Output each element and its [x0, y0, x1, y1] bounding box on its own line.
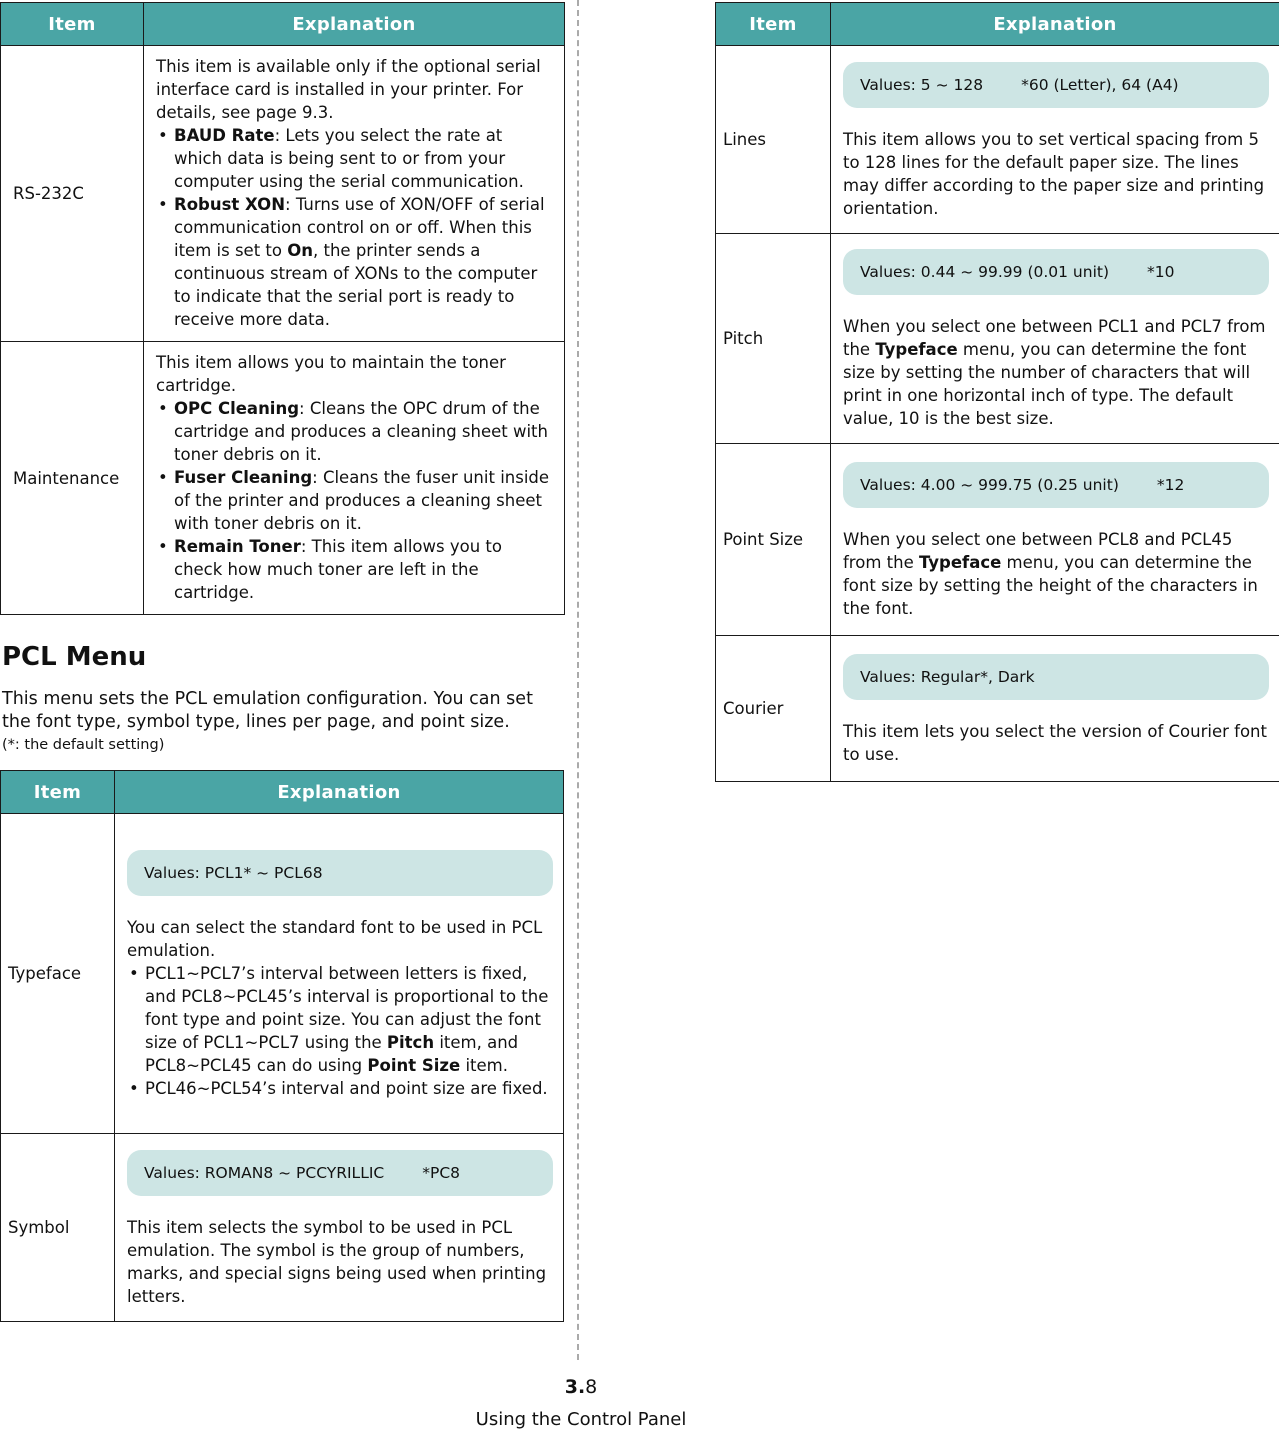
list-item: • PCL1~PCL7’s interval between letters is fixed, and PCL8~PCL45’s interval is proportional to the font type and point size. You can adjust the font size of PCL1~PCL7 using the Pitch item, and PCL8~PCL45 can do using Point Size item.	[127, 962, 553, 1077]
values-box: Values: Regular*, Dark	[843, 654, 1269, 700]
bullet-list	[156, 397, 554, 604]
row-item-symbol: Symbol	[1, 1134, 115, 1322]
row-explanation-typeface	[115, 814, 564, 1134]
header-item: Item	[1, 771, 115, 814]
explanation-text: This item selects the symbol to be used in PCL emulation. The symbol is the group of numbers, marks, and special signs being used when printing letters.	[127, 1217, 547, 1306]
serial-maintenance-table	[0, 2, 565, 615]
section-heading: PCL Menu	[2, 642, 147, 672]
explanation-text: This item allows you to set vertical spacing from 5 to 128 lines for the default paper size. The lines may differ according to the paper size and printing orientation.	[843, 129, 1265, 218]
list-item: • Robust XON: Turns use of XON/OFF of serial communication control on or off. When this item is set to On, the printer sends a continuous stream of XONs to the computer to indicate that the serial port is ready to receive more data.	[156, 193, 554, 331]
row-explanation-rs232c	[144, 46, 565, 342]
list-item: • Fuser Cleaning: Cleans the fuser unit inside of the printer and produces a cleaning sheet with toner debris on it.	[156, 466, 554, 535]
values-box: Values: PCL1* ~ PCL68	[127, 850, 553, 896]
pcl-table-left	[0, 770, 564, 1322]
row-explanation-point-size	[831, 444, 1279, 636]
chapter-title: Using the Control Panel	[475, 1409, 687, 1430]
row-item-pitch: Pitch	[716, 234, 831, 444]
values-box: Values: 0.44 ~ 99.99 (0.01 unit) *10	[843, 249, 1269, 295]
list-item: • BAUD Rate: Lets you select the rate at which data is being sent to or from your computer using the serial communication.	[156, 124, 554, 193]
values-box: Values: 5 ~ 128 *60 (Letter), 64 (A4)	[843, 62, 1269, 108]
explanation-text: This item allows you to maintain the toner cartridge.	[156, 352, 506, 395]
row-explanation-pitch	[831, 234, 1279, 444]
header-explanation: Explanation	[144, 3, 565, 46]
header-explanation: Explanation	[115, 771, 564, 814]
bullet-list	[127, 962, 553, 1100]
list-item: • OPC Cleaning: Cleans the OPC drum of the cartridge and produces a cleaning sheet with toner debris on it.	[156, 397, 554, 466]
header-explanation: Explanation	[831, 3, 1279, 46]
explanation-text: This item lets you select the version of Courier font to use.	[843, 721, 1267, 764]
header-item: Item	[716, 3, 831, 46]
list-item: • PCL46~PCL54’s interval and point size are fixed.	[127, 1077, 553, 1100]
row-item-maintenance: Maintenance	[1, 342, 144, 615]
row-item-rs232c: RS-232C	[1, 46, 144, 342]
explanation-text: This item is available only if the optional serial interface card is installed in your printer. For details, see page 9.3.	[156, 56, 541, 122]
row-item-point-size: Point Size	[716, 444, 831, 636]
page-number: 3.8	[564, 1376, 598, 1398]
explanation-text: You can select the standard font to be used in PCL emulation.	[127, 917, 543, 960]
row-item-courier: Courier	[716, 636, 831, 782]
bullet-list	[156, 124, 554, 331]
values-box: Values: 4.00 ~ 999.75 (0.25 unit) *12	[843, 462, 1269, 508]
default-setting-note: (*: the default setting)	[2, 737, 165, 753]
values-box: Values: ROMAN8 ~ PCCYRILLIC *PC8	[127, 1150, 553, 1196]
list-item: • Remain Toner: This item allows you to check how much toner are left in the cartridge.	[156, 535, 554, 604]
row-explanation-symbol	[115, 1134, 564, 1322]
explanation-text: When you select one between PCL1 and PCL7 from the Typeface menu, you can determine the font size by setting the number of characters that will print in one horizontal inch of type. The default value, 10 is the best size.	[843, 317, 1266, 428]
row-item-lines: Lines	[716, 46, 831, 234]
section-intro	[2, 688, 562, 757]
pcl-table-right	[715, 2, 1279, 782]
intro-text: This menu sets the PCL emulation configuration. You can set the font type, symbol type, lines per page, and point size.	[2, 689, 533, 732]
header-item: Item	[1, 3, 144, 46]
explanation-text: When you select one between PCL8 and PCL45 from the Typeface menu, you can determine the font size by setting the height of the characters in the font.	[843, 529, 1258, 618]
column-divider	[577, 0, 579, 1360]
row-explanation-lines	[831, 46, 1279, 234]
row-item-typeface: Typeface	[1, 814, 115, 1134]
row-explanation-courier	[831, 636, 1279, 782]
row-explanation-maintenance	[144, 342, 565, 615]
